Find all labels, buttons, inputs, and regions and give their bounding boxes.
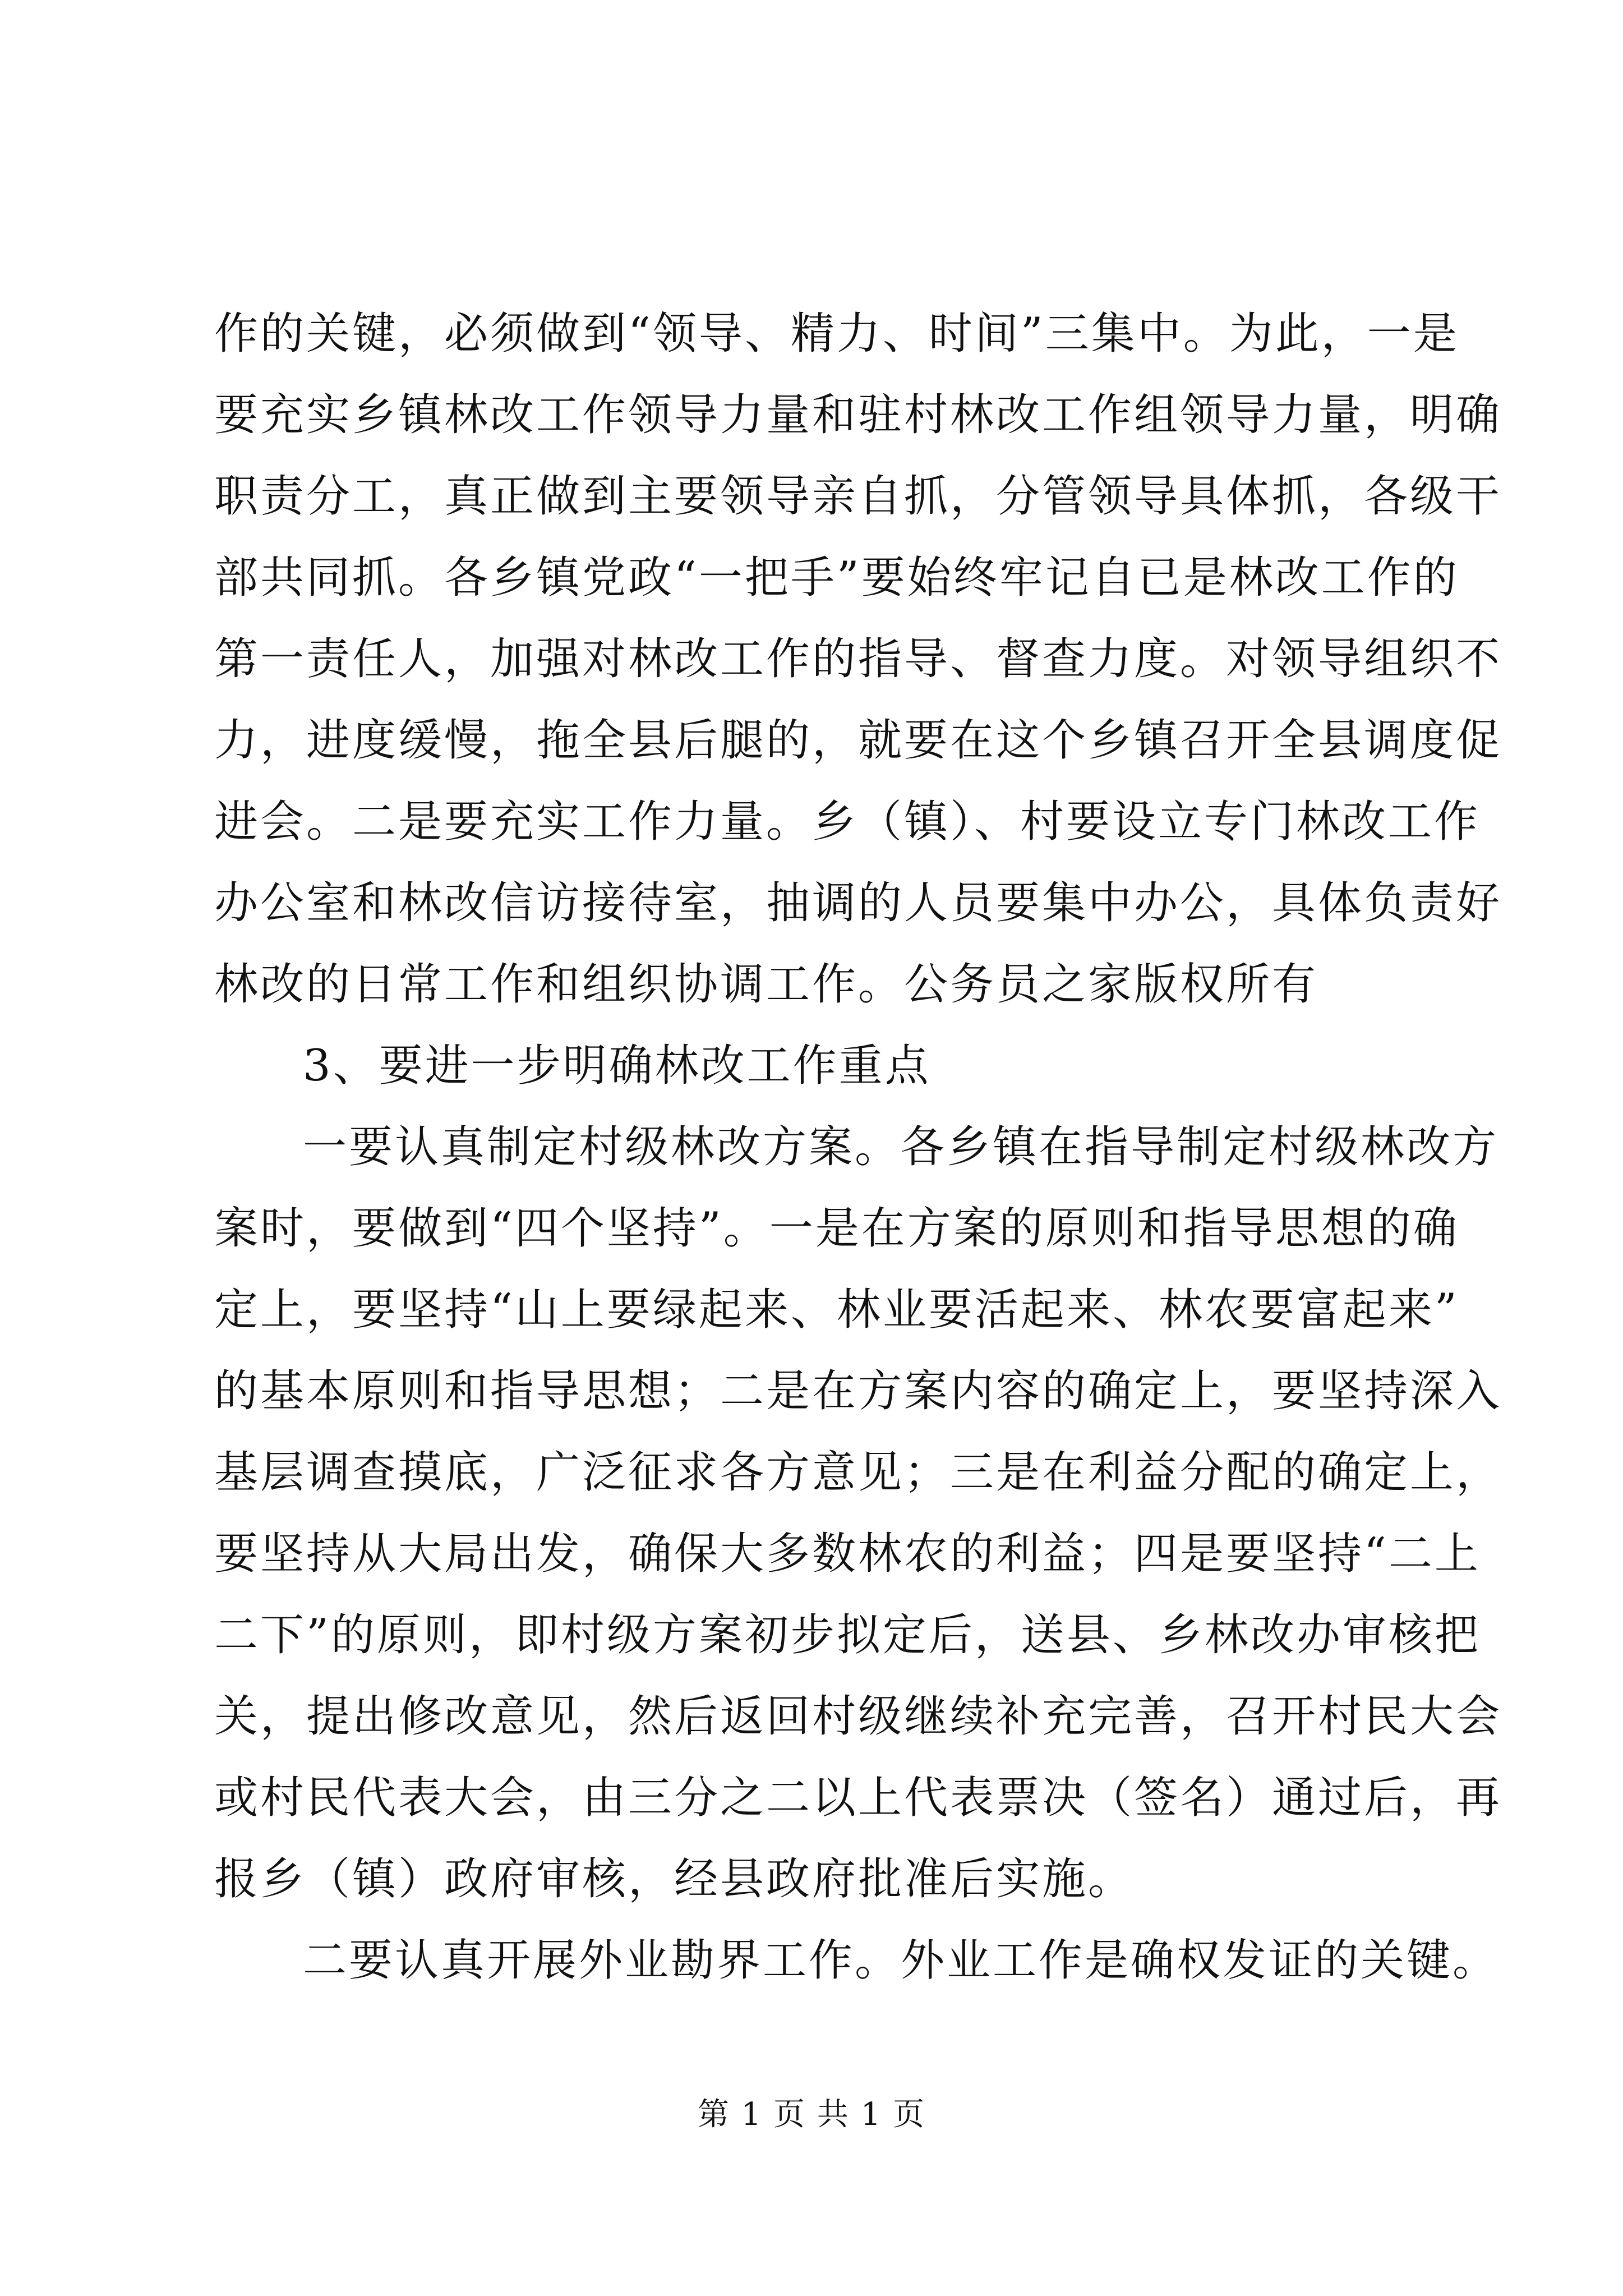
paragraph-line: 二下”的原则，即村级方案初步拟定后，送县、乡林改办审核把 bbox=[214, 1610, 1481, 1660]
paragraph-line: 的基本原则和指导思想；二是在方案内容的确定上，要坚持深入 bbox=[214, 1366, 1502, 1416]
paragraph-line: 二要认真开展外业勘界工作。外业工作是确权发证的关键。 bbox=[303, 1935, 1499, 1986]
paragraph-line: 职责分工，真正做到主要领导亲自抓，分管领导具体抓，各级干 bbox=[214, 471, 1502, 522]
section-heading: 3、要进一步明确林改工作重点 bbox=[303, 1041, 931, 1091]
paragraph-line: 力，进度缓慢，拖全县后腿的，就要在这个乡镇召开全县调度促 bbox=[214, 715, 1502, 766]
paragraph-line: 报乡（镇）政府审核，经县政府批准后实施。 bbox=[214, 1854, 1135, 1904]
paragraph-line: 或村民代表大会，由三分之二以上代表票决（签名）通过后，再 bbox=[214, 1773, 1502, 1823]
paragraph-line: 第一责任人，加强对林改工作的指导、督查力度。对领导组织不 bbox=[214, 634, 1502, 684]
paragraph-line: 进会。二是要充实工作力量。乡（镇）、村要设立专门林改工作 bbox=[214, 797, 1481, 847]
paragraph-line: 定上，要坚持“山上要绿起来、林业要活起来、林农要富起来” bbox=[214, 1285, 1459, 1335]
paragraph-line: 关，提出修改意见，然后返回村级继续补充完善，召开村民大会 bbox=[214, 1691, 1502, 1742]
paragraph-line: 要坚持从大局出发，确保大多数林农的利益；四是要坚持“二上 bbox=[214, 1529, 1481, 1579]
paragraph-line: 一要认真制定村级林改方案。各乡镇在指导制定村级林改方 bbox=[303, 1122, 1499, 1172]
paragraph-line: 办公室和林改信访接待室，抽调的人员要集中办公，具体负责好 bbox=[214, 878, 1502, 928]
paragraph-line: 要充实乡镇林改工作领导力量和驻村林改工作组领导力量，明确 bbox=[214, 390, 1502, 440]
page-footer: 第 1 页 共 1 页 bbox=[697, 2096, 926, 2133]
paragraph-line: 作的关键，必须做到“领导、精力、时间”三集中。为此，一是 bbox=[214, 309, 1459, 359]
paragraph-line: 基层调查摸底，广泛征求各方意见；三是在利益分配的确定上， bbox=[214, 1447, 1502, 1498]
paragraph-line: 部共同抓。各乡镇党政“一把手”要始终牢记自已是林改工作的 bbox=[214, 553, 1459, 603]
paragraph-line: 林改的日常工作和组织协调工作。公务员之家版权所有 bbox=[214, 959, 1318, 1010]
paragraph-line: 案时，要做到“四个坚持”。一是在方案的原则和指导思想的确 bbox=[214, 1203, 1459, 1254]
